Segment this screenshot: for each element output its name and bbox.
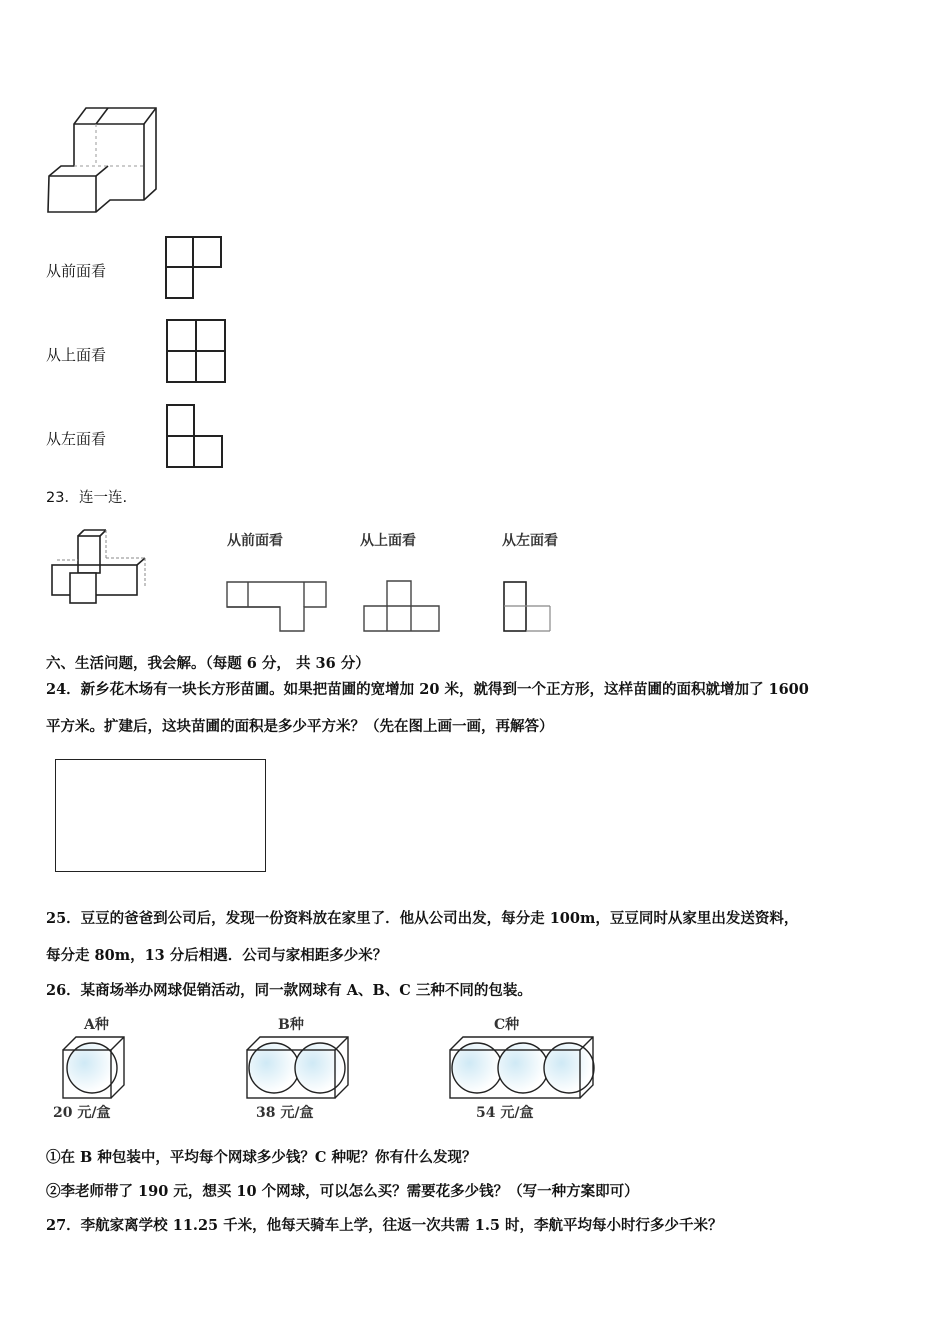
pack-c-price: 54 元/盒: [476, 1105, 534, 1121]
q27-text: 27．李航家离学校 11.25 千米，他每天骑车上学，往返一次共需 1.5 时，李航平均每小时行多少千米？: [46, 1217, 723, 1234]
q22-left-view: [166, 404, 224, 468]
pack-b-name: B种: [278, 1017, 304, 1033]
q23-front-view: [226, 581, 328, 633]
q24-line1: 24．新乡花木场有一块长方形苗圃。如果把苗圃的宽增加 20 米，就得到一个正方形，这样苗圃的面积就增加了 1600: [46, 681, 809, 698]
q22-top-label: 从上面看: [46, 346, 107, 364]
q23-top-label: 从上面看: [360, 533, 416, 549]
q22-front-view: [165, 236, 223, 299]
q23-left-label: 从左面看: [502, 533, 558, 549]
pack-b-box: [246, 1036, 352, 1100]
q23-cube-figure: [52, 528, 162, 608]
pack-b-price: 38 元/盒: [256, 1105, 314, 1121]
q26-sub2: ②李老师带了 190 元，想买 10 个网球，可以怎么买？需要花多少钱？（写一种方案即可）: [46, 1183, 639, 1200]
q25-line2: 每分走 80m，13 分后相遇．公司与家相距多少米？: [46, 947, 388, 964]
q22-left-label: 从左面看: [46, 430, 107, 448]
q22-front-label: 从前面看: [46, 262, 107, 280]
q26-title: 26．某商场举办网球促销活动，同一款网球有 A、B、C 三种不同的包装。: [46, 982, 532, 999]
pack-a-price: 20 元/盒: [53, 1105, 111, 1121]
pack-a-box: [62, 1036, 128, 1100]
q23-top-view: [363, 580, 441, 633]
q25-line1: 25．豆豆的爸爸到公司后，发现一份资料放在家里了．他从公司出发，每分走 100m，豆豆同时从家里出发送资料，: [46, 910, 799, 927]
q24-rectangle-drawing[interactable]: [55, 759, 266, 872]
q23-front-label: 从前面看: [227, 533, 283, 549]
pack-c-name: C种: [494, 1017, 520, 1033]
q22-cube-figure: [46, 104, 156, 216]
pack-a-name: A种: [84, 1017, 109, 1033]
q23-title: 23．连一连.: [46, 490, 128, 506]
section-6-heading: 六、生活问题，我会解。（每题 6 分， 共 36 分）: [46, 655, 370, 672]
pack-c-box: [449, 1036, 597, 1100]
q22-top-view: [166, 319, 226, 383]
q24-line2: 平方米。扩建后，这块苗圃的面积是多少平方米？（先在图上画一画，再解答）: [46, 718, 554, 735]
q23-left-view: [503, 581, 553, 633]
q26-sub1: ①在 B 种包装中，平均每个网球多少钱？C 种呢？你有什么发现？: [46, 1149, 477, 1166]
